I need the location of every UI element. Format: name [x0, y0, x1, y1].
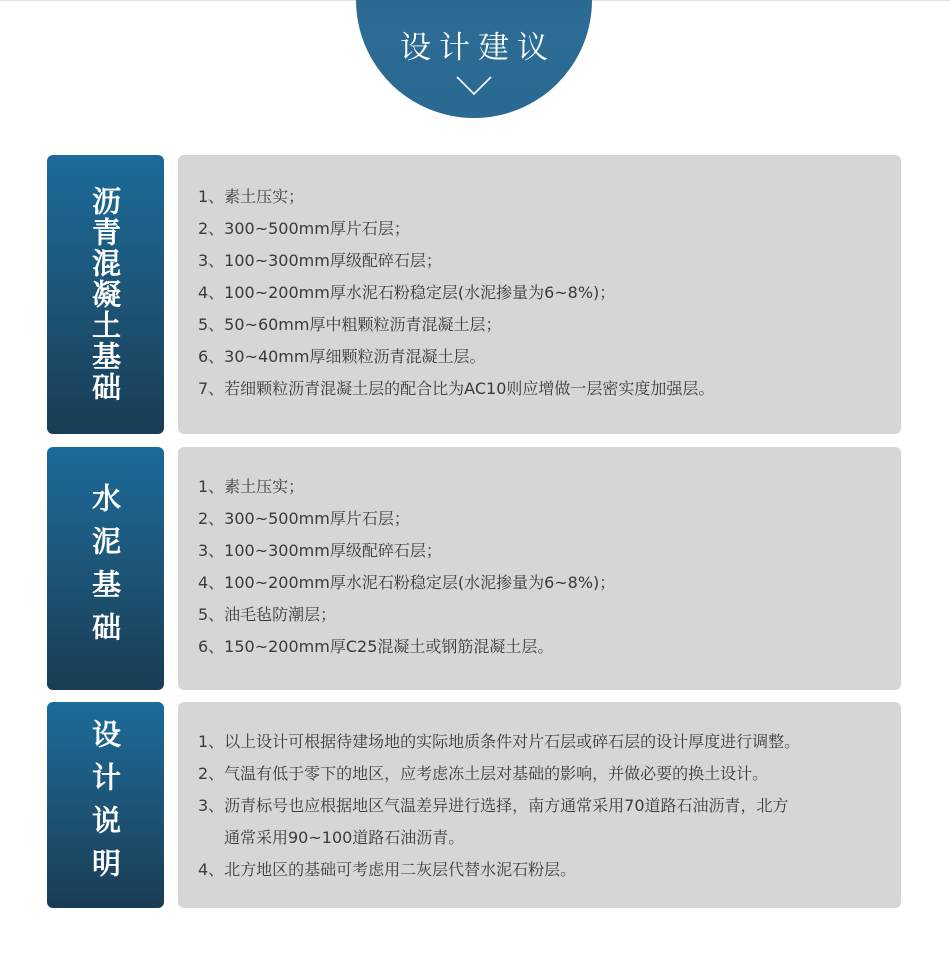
page-title: 设计建议 — [400, 30, 556, 66]
content-box — [178, 702, 901, 908]
item-list — [198, 726, 891, 886]
item-list — [198, 181, 891, 405]
section-label-text: 沥青混凝土基础 — [88, 186, 122, 403]
list-item: 4、100~200mm厚水泥石粉稳定层(水泥掺量为6~8%)； — [198, 573, 616, 592]
section-label — [47, 702, 164, 908]
list-item: 4、北方地区的基础可考虑用二灰层代替水泥石粉层。 — [198, 860, 577, 879]
list-item: 2、300~500mm厚片石层； — [198, 509, 410, 528]
section-label — [47, 155, 164, 434]
list-item: 1、以上设计可根据待建场地的实际地质条件对片石层或碎石层的设计厚度进行调整。 — [198, 732, 801, 751]
list-item: 5、50~60mm厚中粗颗粒沥青混凝土层； — [198, 315, 502, 334]
item-list — [198, 471, 891, 663]
content-box — [178, 155, 901, 434]
list-item: 5、油毛毡防潮层； — [198, 605, 337, 624]
section-label-text: 设计说明 — [88, 719, 122, 891]
list-item: 3、100~300mm厚级配碎石层； — [198, 251, 442, 270]
list-item: 7、若细颗粒沥青混凝土层的配合比为AC10则应增做一层密实度加强层。 — [198, 379, 715, 398]
list-item: 3、100~300mm厚级配碎石层； — [198, 541, 442, 560]
section-design-notes — [47, 702, 901, 908]
list-item: 1、素土压实； — [198, 477, 305, 496]
content-box — [178, 447, 901, 690]
list-item: 2、气温有低于零下的地区，应考虑冻土层对基础的影响，并做必要的换土设计。 — [198, 764, 769, 783]
list-item: 6、30~40mm厚细颗粒沥青混凝土层。 — [198, 347, 486, 366]
section-label — [47, 447, 164, 690]
list-item: 3、沥青标号也应根据地区气温差异进行选择，南方通常采用70道路石油沥青，北方 — [198, 796, 789, 815]
section-asphalt-foundation — [47, 155, 901, 434]
list-item: 1、素土压实； — [198, 187, 305, 206]
list-item: 4、100~200mm厚水泥石粉稳定层(水泥掺量为6~8%)； — [198, 283, 616, 302]
section-cement-foundation — [47, 447, 901, 690]
chevron-down-icon — [455, 74, 493, 98]
list-item: 6、150~200mm厚C25混凝土或钢筋混凝土层。 — [198, 637, 554, 656]
section-label-text: 水泥基础 — [88, 482, 122, 655]
list-item-continuation: 通常采用90~100道路石油沥青。 — [224, 828, 465, 847]
list-item: 2、300~500mm厚片石层； — [198, 219, 410, 238]
